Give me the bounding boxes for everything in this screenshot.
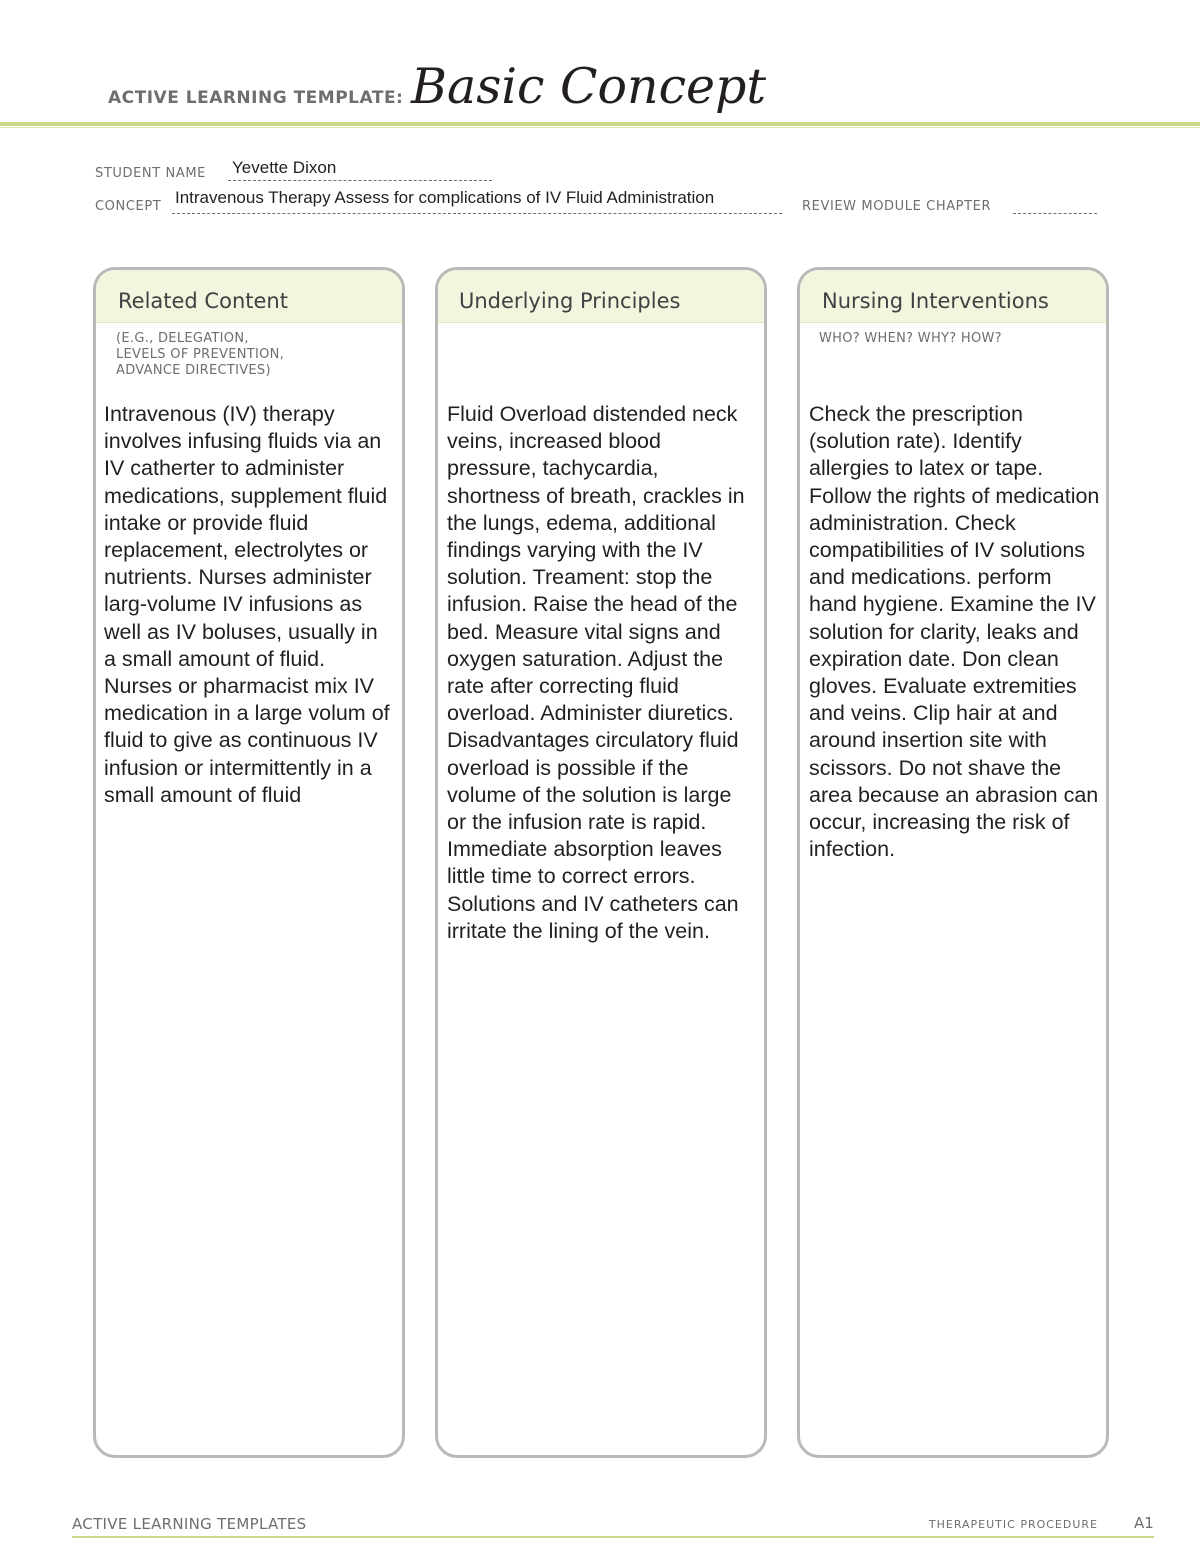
footer-divider [72,1536,1154,1538]
header-divider-thin [0,127,1200,128]
footer-right-label: THERAPEUTIC PROCEDURE [928,1518,1098,1531]
concept-line [172,213,782,214]
underlying-principles-card [435,267,767,1458]
student-name-line [228,180,492,181]
card-subtitle: (E.G., DELEGATION, LEVELS OF PREVENTION, ADVANCE DIRECTIVES) [116,331,285,378]
nursing-interventions-card [797,267,1109,1458]
footer-left-label: ACTIVE LEARNING TEMPLATES [72,1515,307,1533]
template-label: ACTIVE LEARNING TEMPLATE: [108,88,404,108]
page-number: A1 [1134,1514,1154,1532]
header-divider [0,122,1200,126]
card-title: Underlying Principles [459,289,681,313]
nursing-interventions-text[interactable]: Check the prescription (solution rate). Identify allergies to latex or tape. Follow the rights of medication administration. Check compatibilities of IV solutions and medications. perform hand hygiene. Examine the IV solution for clarity, leaks and expiration date. Don clean gloves. Evaluate extremities and veins. Clip hair at and around insertion site with scissors. Do not shave the area because an abrasion can occur, increasing the risk of infection. [809,402,1100,862]
page-header [108,52,1200,122]
review-module-label: REVIEW MODULE CHAPTER [802,199,992,214]
underlying-principles-text[interactable]: Fluid Overload distended neck veins, increased blood pressure, tachycardia, shortness of breath, crackles in the lungs, edema, additional findings varying with the IV solution. Treament: stop the infusion. Raise the head of the bed. Measure vital signs and oxygen saturation. Adjust the rate after correcting fluid overload. Administer diuretics. Disadvantages circulatory fluid overload is possible if the volume of the solution is large or the infusion rate is rapid. Immediate absorption leaves little time to correct errors. Solutions and IV catheters can irritate the lining of the vein. [447,402,745,943]
related-content-card [93,267,405,1458]
student-name-field[interactable]: Yevette Dixon [232,158,337,177]
card-subtitle: WHO? WHEN? WHY? HOW? [819,331,1002,346]
page-title: Basic Concept [411,58,767,115]
related-content-text[interactable]: Intravenous (IV) therapy involves infusing fluids via an IV catherter to administer medications, supplement fluid intake or provide fluid replacement, electrolytes or nutrients. Nurses administer larg-volume IV infusions as well as IV boluses, usually in a small amount of fluid. Nurses or pharmacist mix IV medication in a large volum of fluid to give as continuous IV infusion or intermittently in a small amount of fluid [104,402,390,807]
student-name-label: STUDENT NAME [95,166,206,181]
review-module-field[interactable] [1013,213,1097,214]
concept-field[interactable]: Intravenous Therapy Assess for complications of IV Fluid Administration [175,188,715,207]
card-title: Related Content [118,289,288,313]
concept-label: CONCEPT [95,199,162,214]
card-title: Nursing Interventions [822,289,1049,313]
